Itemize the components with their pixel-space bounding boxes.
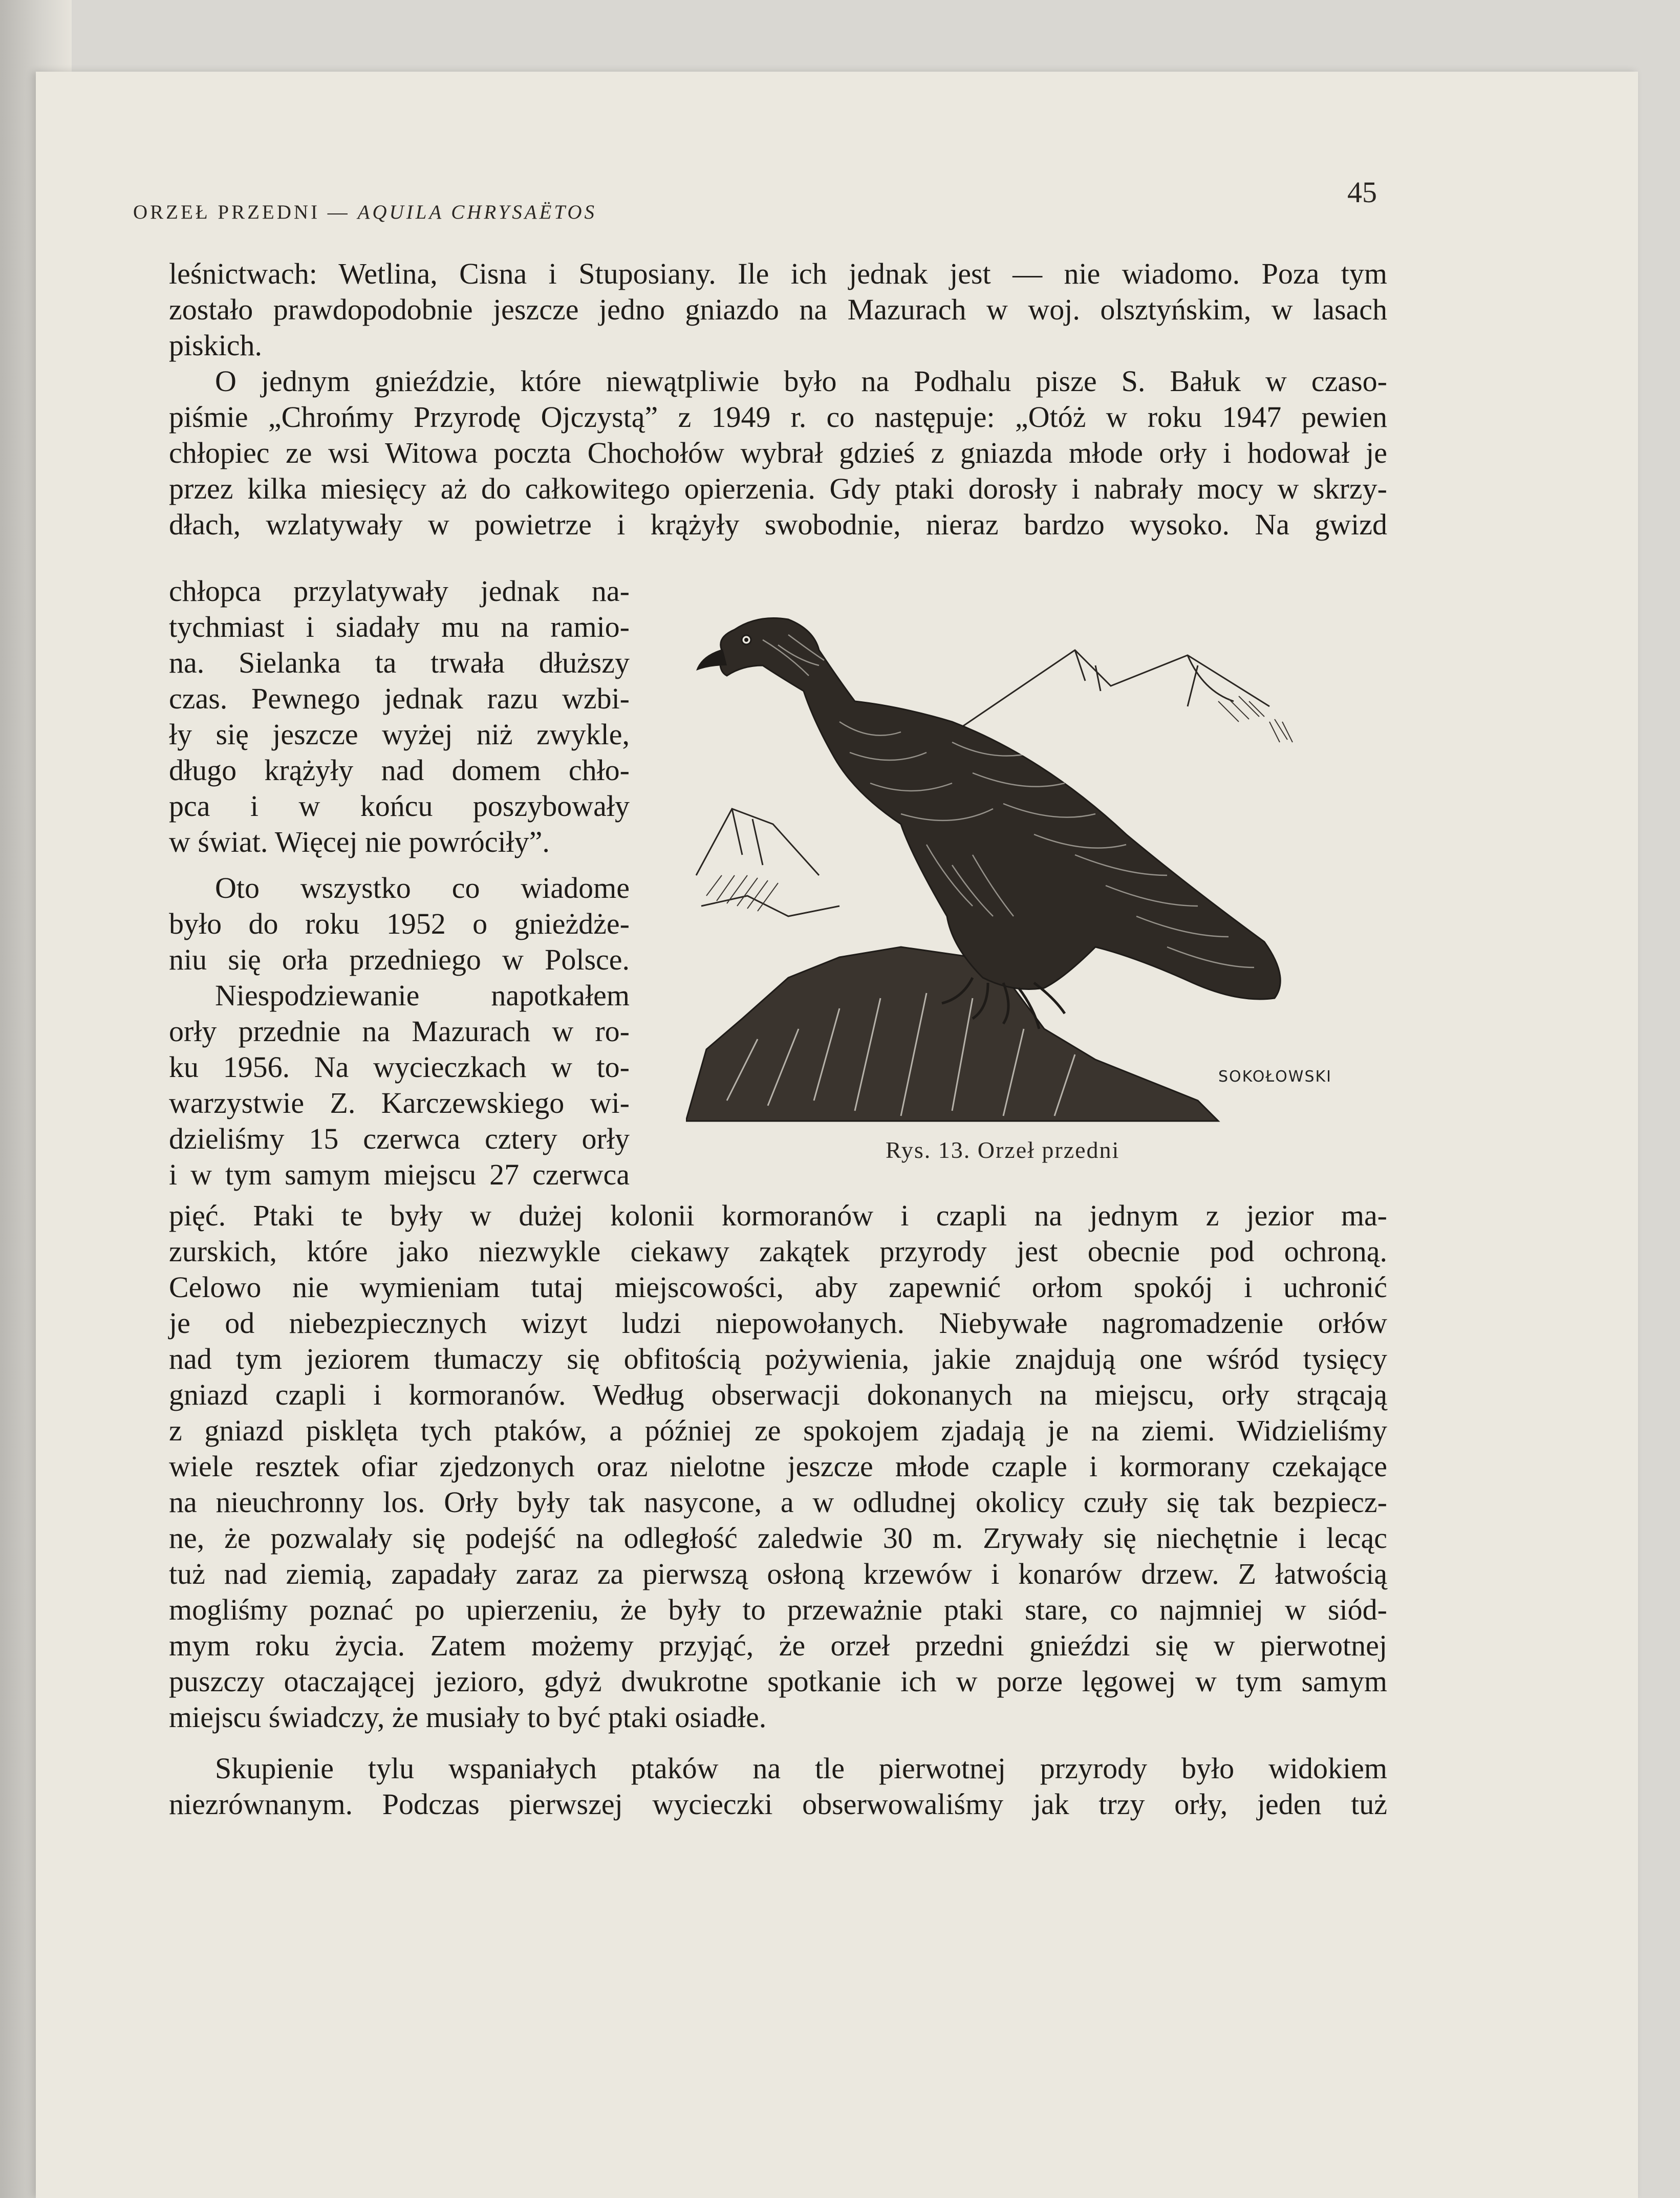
side-line: dzieliśmy 15 czerwca cztery orły (169, 1122, 630, 1155)
body-line: tuż nad ziemią, zapadały zaraz za pierwszą osłoną krzewów i konarów drzew. Z łatwością (169, 1557, 1387, 1590)
side-line: było do roku 1952 o gnieżdże- (169, 907, 630, 940)
body-line: Celowo nie wymieniam tutaj miejscowości, aby zapewnić orłom spokój i uchronić (169, 1270, 1387, 1304)
side-line: i w tym samym miejscu 27 czerwca (169, 1158, 630, 1191)
side-line: ły się jeszcze wyżej niż zwykle, (169, 718, 630, 751)
running-head-italic: AQUILA CHRYSAËTOS (357, 201, 597, 223)
body-line: z gniazd pisklęta tych ptaków, a później ze spokojem zjadają je na ziemi. Widzieliśmy (169, 1414, 1387, 1447)
body-line: piśmie „Chrońmy Przyrodę Ojczystą” z 1949 r. co następuje: „Otóż w roku 1947 pewien (169, 400, 1387, 434)
body-line: zostało prawdopodobnie jeszcze jedno gniazdo na Mazurach w woj. olsztyńskim, w lasach (169, 293, 1387, 326)
side-line: pca i w końcu poszybowały (169, 789, 630, 823)
artist-signature: SOKOŁOWSKI (1218, 1068, 1332, 1086)
body-line: puszczy otaczającej jezioro, gdyż dwukrotne spotkanie ich w porze lęgowej w tym samym (169, 1665, 1387, 1698)
body-line: je od niebezpiecznych wizyt ludzi niepowołanych. Niebywałe nagromadzenie orłów (169, 1306, 1387, 1340)
figure-caption: Rys. 13. Orzeł przedni (886, 1137, 1120, 1163)
body-line: pięć. Ptaki te były w dużej kolonii kormoranów i czapli na jednym z jezior ma- (169, 1199, 1387, 1232)
body-line: zurskich, które jako niezwykle ciekawy zakątek przyrody jest obecnie pod ochroną. (169, 1235, 1387, 1268)
side-line: tychmiast i siadały mu na ramio- (169, 610, 630, 643)
side-line: niu się orła przedniego w Polsce. (169, 943, 630, 976)
running-head (133, 201, 597, 224)
side-line: w świat. Więcej nie powróciły”. (169, 825, 550, 858)
side-line: na. Sielanka ta trwała dłuższy (169, 646, 630, 679)
body-line: nad tym jeziorem tłumaczy się obfitością pożywienia, jakie znajdują one wśród tysięcy (169, 1342, 1387, 1375)
body-line: miejscu świadczy, że musiały to być ptaki osiadłe. (169, 1700, 767, 1734)
body-line: niezrównanym. Podczas pierwszej wycieczki obserwowaliśmy jak trzy orły, jeden tuż (169, 1787, 1387, 1821)
body-line: mogliśmy poznać po upierzeniu, że były to przeważnie ptaki stare, co najmniej w siód- (169, 1593, 1387, 1626)
eagle-illustration (686, 589, 1372, 1126)
side-line: warzystwie Z. Karczewskiego wi- (169, 1086, 630, 1119)
body-line: wiele resztek ofiar zjedzonych oraz nielotne jeszcze młode czaple i kormorany czekające (169, 1450, 1387, 1483)
side-line: długo krążyły nad domem chło- (169, 753, 630, 787)
side-line: Oto wszystko co wiadome (215, 871, 630, 904)
body-line: Skupienie tylu wspaniałych ptaków na tle pierwotnej przyrody było widokiem (215, 1752, 1387, 1785)
body-line: na nieuchronny los. Orły były tak nasycone, a w odludnej okolicy czuły się tak bezpiecz- (169, 1485, 1387, 1519)
eagle-figure (686, 589, 1372, 1126)
page-number: 45 (1347, 176, 1377, 209)
body-line: chłopiec ze wsi Witowa poczta Chochołów wybrał gdzieś z gniazda młode orły i hodował je (169, 436, 1387, 469)
side-line: czas. Pewnego jednak razu wzbi- (169, 682, 630, 715)
body-line: piskich. (169, 329, 263, 362)
body-line: przez kilka miesięcy aż do całkowitego opierzenia. Gdy ptaki dorosły i nabrały mocy w skrzy- (169, 472, 1387, 505)
body-line: ne, że pozwalały się podejść na odległość zaledwie 30 m. Zrywały się niechętnie i lecąc (169, 1521, 1387, 1555)
body-line: gniazd czapli i kormoranów. Według obserwacji dokonanych na miejscu, orły strącają (169, 1378, 1387, 1411)
body-line: O jednym gnieździe, które niewątpliwie było na Podhalu pisze S. Bałuk w czaso- (215, 364, 1387, 398)
side-line: chłopca przylatywały jednak na- (169, 574, 630, 608)
body-line: mym roku życia. Zatem możemy przyjąć, że orzeł przedni gnieździ się w pierwotnej (169, 1629, 1387, 1662)
body-line: dłach, wzlatywały w powietrze i krążyły swobodnie, nieraz bardzo wysoko. Na gwizd (169, 508, 1387, 541)
body-line: leśnictwach: Wetlina, Cisna i Stuposiany. Ile ich jednak jest — nie wiadomo. Poza tym (169, 257, 1387, 290)
side-line: orły przednie na Mazurach w ro- (169, 1015, 630, 1048)
running-head-plain: ORZEŁ PRZEDNI — (133, 201, 350, 223)
side-line: Niespodziewanie napotkałem (215, 979, 630, 1012)
side-line: ku 1956. Na wycieczkach w to- (169, 1050, 630, 1084)
